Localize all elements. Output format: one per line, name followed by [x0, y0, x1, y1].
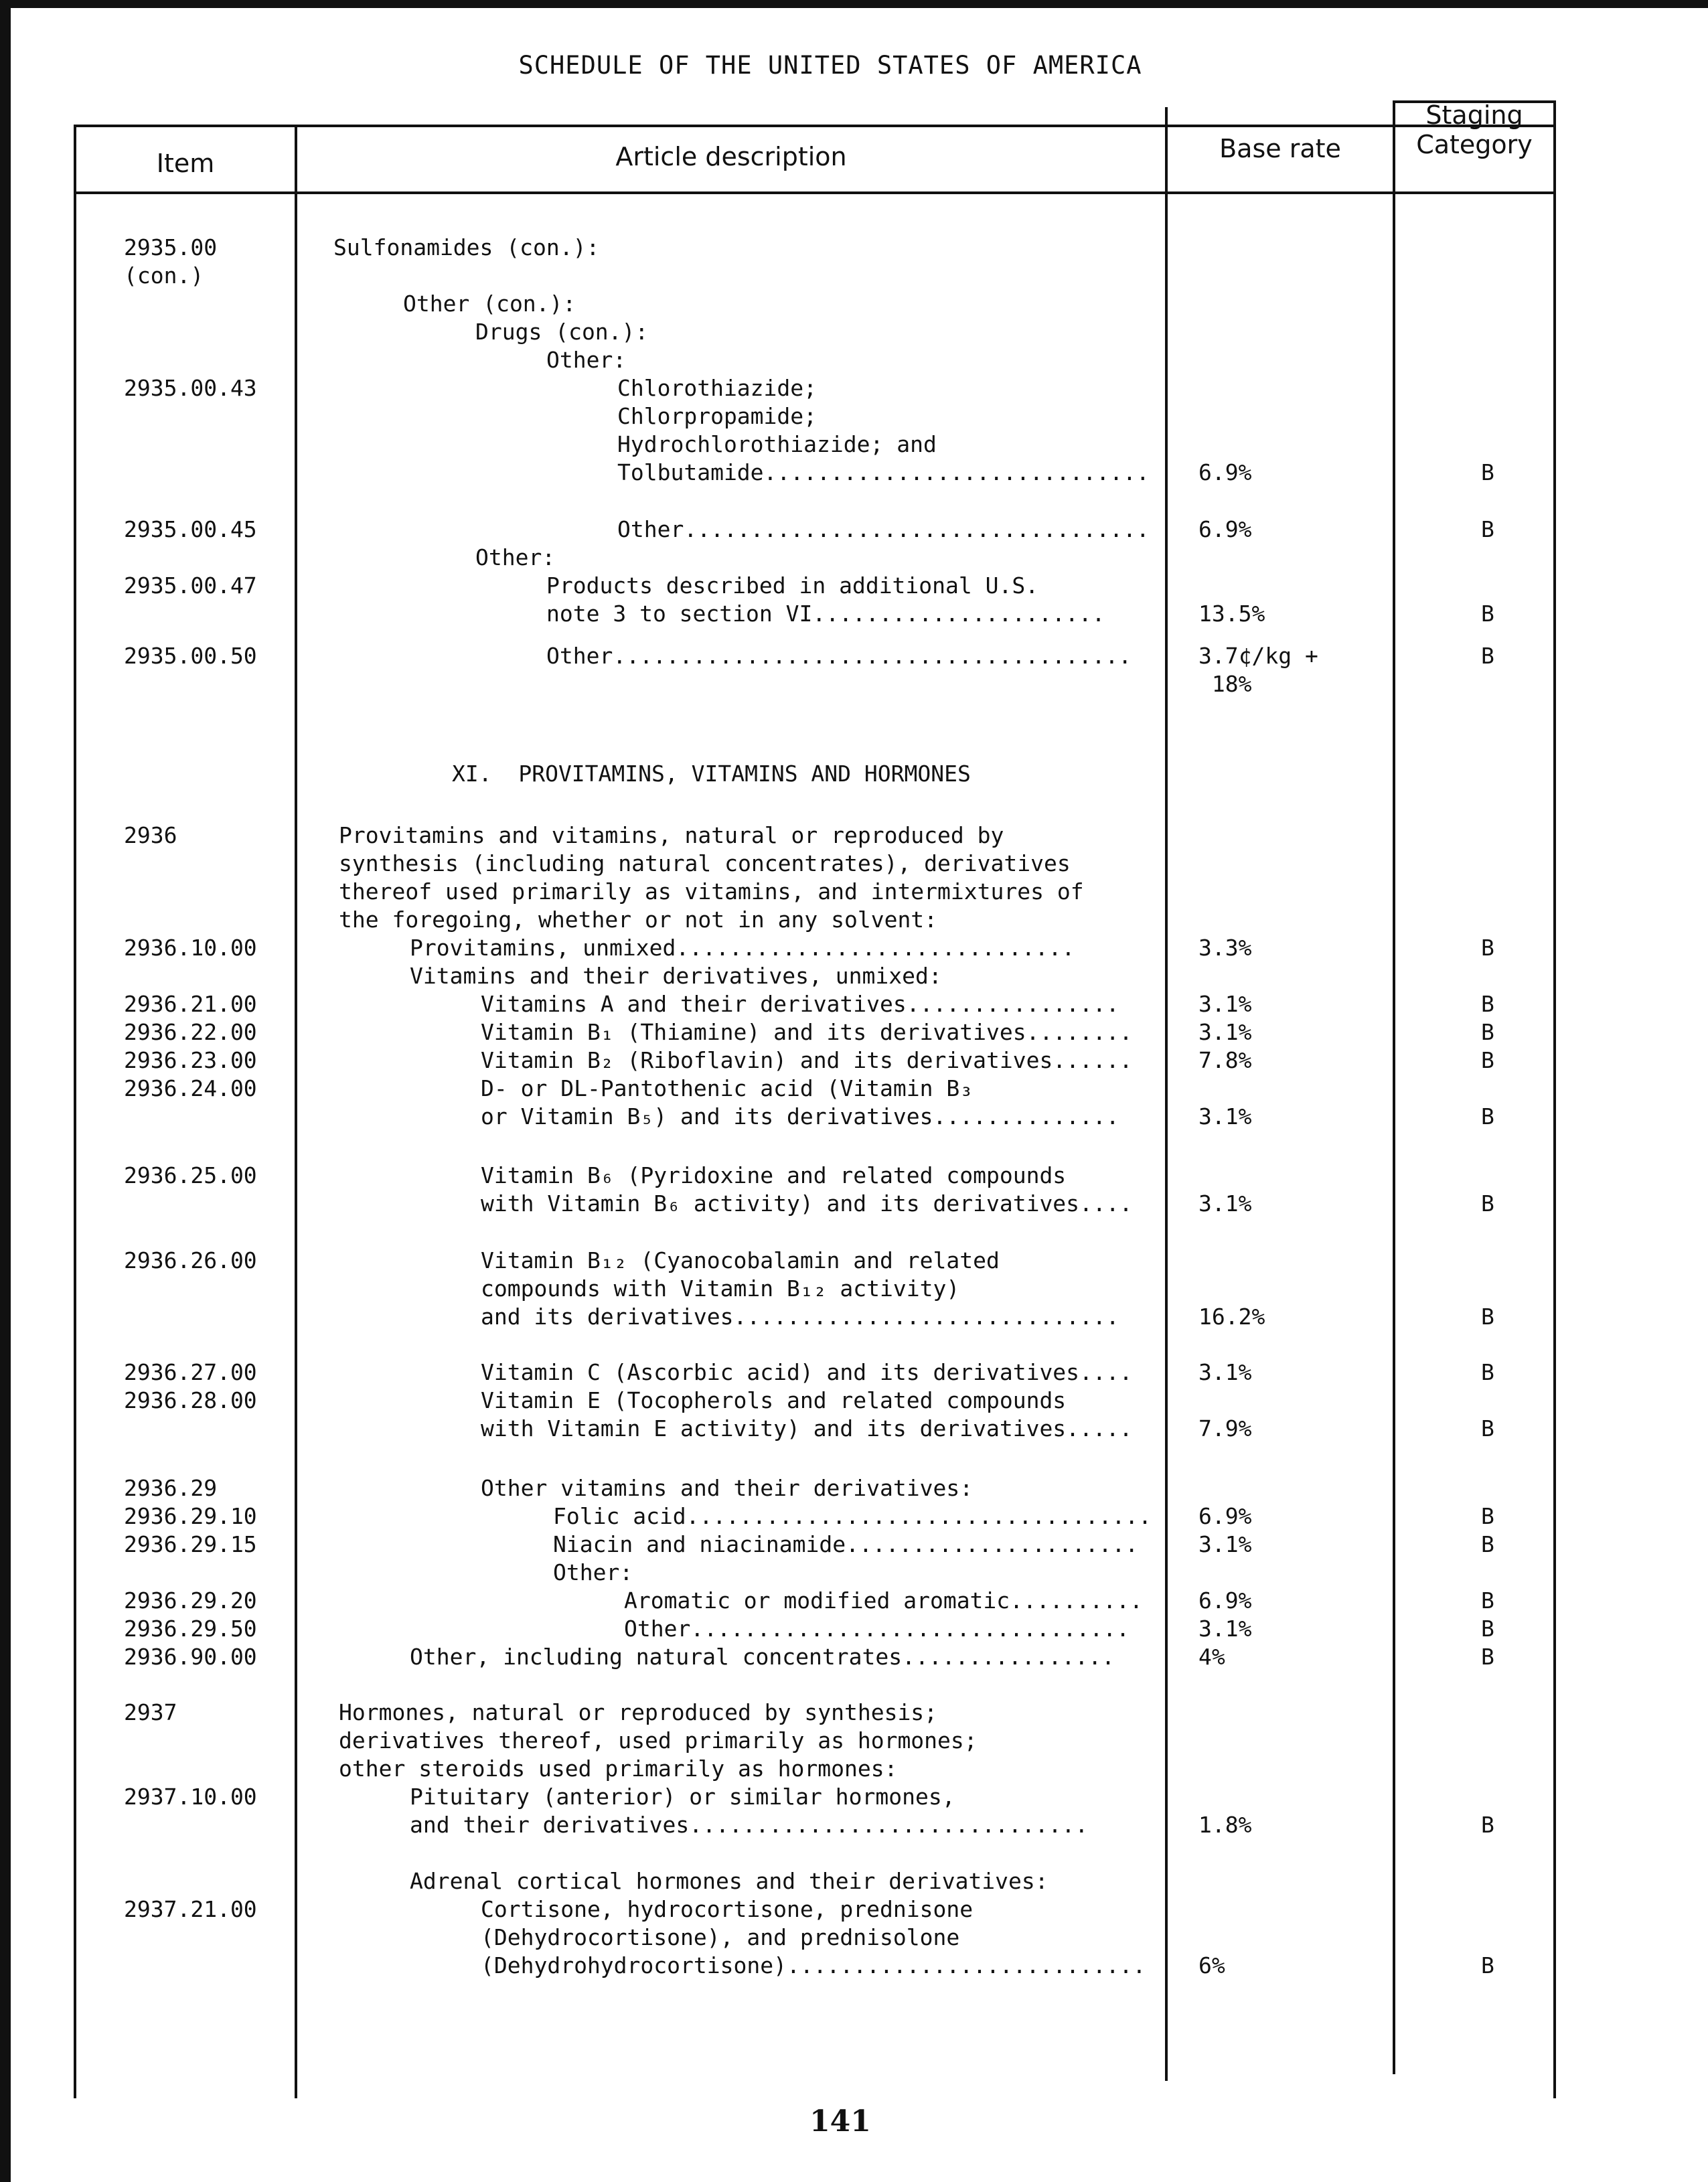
table-row: [0, 319, 1708, 348]
table-row: [0, 643, 1708, 672]
table-row: [0, 1103, 1708, 1133]
article-description: Vitamin E (Tocopherols and related compounds: [481, 1387, 1067, 1413]
header-item: Item: [156, 149, 215, 178]
item-number: 2936.10.00: [124, 935, 257, 961]
table-row: [0, 1190, 1708, 1220]
item-number: 2936.25.00: [124, 1162, 257, 1188]
base-rate: 6.9%: [1198, 459, 1252, 485]
article-description: synthesis (including natural concentrates), derivatives: [339, 850, 1071, 876]
table-row: [0, 1503, 1708, 1533]
article-description: derivatives thereof, used primarily as hormones;: [339, 1727, 978, 1754]
header-category: Category: [1416, 130, 1533, 159]
article-description: Products described in additional U.S.: [546, 572, 1039, 599]
base-rate: 18%: [1198, 671, 1252, 697]
article-description: Chlorpropamide;: [617, 403, 818, 429]
item-number: 2936.27.00: [124, 1359, 257, 1385]
article-description: Other:: [546, 347, 627, 373]
table-row: [0, 1304, 1708, 1333]
item-number: 2936.21.00: [124, 991, 257, 1017]
article-description: with Vitamin E activity) and its derivatives.....: [481, 1415, 1133, 1441]
table-row: [0, 516, 1708, 546]
base-rate: 6%: [1198, 1952, 1225, 1978]
article-description: thereof used primarily as vitamins, and intermixtures of: [339, 878, 1084, 905]
table-row: [0, 1559, 1708, 1589]
base-rate: 3.1%: [1198, 1359, 1252, 1385]
article-description: compounds with Vitamin B₁₂ activity): [481, 1275, 960, 1302]
base-rate: 3.1%: [1198, 1616, 1252, 1642]
staging-category: B: [1481, 1616, 1494, 1642]
table-row: [0, 1784, 1708, 1813]
base-rate: 3.1%: [1198, 991, 1252, 1017]
table-row: [0, 1387, 1708, 1417]
base-rate: 7.9%: [1198, 1415, 1252, 1441]
article-description: Sulfonamides (con.):: [333, 234, 600, 260]
page-title: SCHEDULE OF THE UNITED STATES OF AMERICA: [518, 51, 1142, 80]
base-rate: 6.9%: [1198, 1587, 1252, 1614]
header-article-description: Article description: [615, 142, 847, 171]
staging-category: B: [1481, 601, 1494, 627]
table-row: [0, 291, 1708, 320]
item-number: 2936.24.00: [124, 1075, 257, 1101]
base-rate: 3.3%: [1198, 935, 1252, 961]
table-row: [0, 1047, 1708, 1077]
table-row: [0, 1952, 1708, 1982]
base-rate: 7.8%: [1198, 1047, 1252, 1073]
base-rate: 3.7¢/kg +: [1198, 643, 1318, 669]
article-description: D- or DL-Pantothenic acid (Vitamin B₃: [481, 1075, 974, 1101]
table-row: [0, 1756, 1708, 1785]
base-rate: 1.8%: [1198, 1812, 1252, 1838]
table-row: [0, 1812, 1708, 1841]
table-row: [0, 1727, 1708, 1757]
table-row: [0, 1644, 1708, 1673]
table-row: [0, 907, 1708, 936]
staging-category: B: [1481, 1644, 1494, 1670]
table-row: [0, 347, 1708, 376]
article-description: the foregoing, whether or not in any solvent:: [339, 907, 938, 933]
staging-category: B: [1481, 1019, 1494, 1045]
article-description: Other:: [553, 1559, 633, 1585]
table-row: [0, 1475, 1708, 1504]
table-row: [0, 1924, 1708, 1954]
table-row: [0, 1075, 1708, 1105]
table-row: [0, 1019, 1708, 1048]
table-row: [0, 1868, 1708, 1897]
item-number: 2935.00: [124, 234, 218, 260]
table-row: [0, 1247, 1708, 1277]
item-number: 2937: [124, 1699, 177, 1725]
article-description: other steroids used primarily as hormones:: [339, 1756, 898, 1782]
table-row: [0, 234, 1708, 264]
article-description: or Vitamin B₅) and its derivatives..............: [481, 1103, 1119, 1129]
article-description: with Vitamin B₆ activity) and its derivatives....: [481, 1190, 1133, 1217]
article-description: (Dehydrohydrocortisone)...........................: [481, 1952, 1146, 1978]
article-description: Vitamin B₁₂ (Cyanocobalamin and related: [481, 1247, 1000, 1273]
article-description: Vitamin C (Ascorbic acid) and its derivatives....: [481, 1359, 1133, 1385]
scan-edge-top: [0, 0, 1708, 8]
article-description: Pituitary (anterior) or similar hormones,: [410, 1784, 955, 1810]
item-number: 2935.00.43: [124, 375, 257, 401]
article-description: Other.................................: [624, 1616, 1130, 1642]
article-description: Other:: [475, 544, 556, 570]
staging-category: B: [1481, 1503, 1494, 1529]
table-row: [0, 991, 1708, 1020]
page-number: 141: [809, 2104, 871, 2138]
item-number: (con.): [124, 262, 204, 289]
article-description: Vitamins and their derivatives, unmixed:: [410, 963, 942, 989]
header-staging: Staging: [1425, 100, 1523, 130]
article-description: Vitamin B₂ (Riboflavin) and its derivatives......: [481, 1047, 1133, 1073]
item-number: 2935.00.45: [124, 516, 257, 542]
table-row: [0, 1587, 1708, 1617]
article-description: Chlorothiazide;: [617, 375, 818, 401]
table-row: [0, 1616, 1708, 1645]
table-row: [0, 1896, 1708, 1926]
table-row: [0, 935, 1708, 964]
table-row: [0, 1531, 1708, 1561]
staging-category: B: [1481, 1047, 1494, 1073]
item-number: 2936.23.00: [124, 1047, 257, 1073]
item-number: 2935.00.50: [124, 643, 257, 669]
article-description: note 3 to section VI......................: [546, 601, 1105, 627]
article-description: Other...................................: [617, 516, 1150, 542]
base-rate: 3.1%: [1198, 1019, 1252, 1045]
table-row: [0, 544, 1708, 574]
base-rate: 3.1%: [1198, 1103, 1252, 1129]
item-number: 2936.26.00: [124, 1247, 257, 1273]
item-number: 2936.29: [124, 1475, 218, 1501]
base-rate: 6.9%: [1198, 516, 1252, 542]
table-row: [0, 601, 1708, 630]
article-description: Adrenal cortical hormones and their derivatives:: [410, 1868, 1049, 1894]
article-description: Niacin and niacinamide......................: [553, 1531, 1139, 1557]
item-number: 2937.21.00: [124, 1896, 257, 1922]
table-row: [0, 1359, 1708, 1389]
article-description: Cortisone, hydrocortisone, prednisone: [481, 1896, 974, 1922]
base-rate: 3.1%: [1198, 1190, 1252, 1217]
table-row: [0, 403, 1708, 433]
article-description: Provitamins and vitamins, natural or reproduced by: [339, 822, 1004, 848]
table-row: [0, 262, 1708, 292]
article-description: and its derivatives.............................: [481, 1304, 1119, 1330]
article-description: Folic acid...................................: [553, 1503, 1152, 1529]
table-row: [0, 459, 1708, 489]
article-description: Vitamin B₆ (Pyridoxine and related compounds: [481, 1162, 1067, 1188]
article-description: Drugs (con.):: [475, 319, 649, 345]
table-row: [0, 1275, 1708, 1305]
table-row: [0, 822, 1708, 852]
staging-category: B: [1481, 643, 1494, 669]
article-description: and their derivatives..............................: [410, 1812, 1089, 1838]
staging-category: B: [1481, 1952, 1494, 1978]
staging-category: B: [1481, 1103, 1494, 1129]
table-row: [0, 963, 1708, 992]
article-description: Other.......................................: [546, 643, 1132, 669]
table-row: [0, 1162, 1708, 1192]
article-description: Vitamin B₁ (Thiamine) and its derivatives........: [481, 1019, 1133, 1045]
table-row: [0, 572, 1708, 602]
staging-category: B: [1481, 516, 1494, 542]
item-number: 2936.29.20: [124, 1587, 257, 1614]
item-number: 2936.28.00: [124, 1387, 257, 1413]
base-rate: 16.2%: [1198, 1304, 1265, 1330]
staging-category: B: [1481, 1304, 1494, 1330]
item-number: 2936.29.15: [124, 1531, 257, 1557]
table-row: [0, 1415, 1708, 1445]
table-row: [0, 671, 1708, 700]
base-rate: 13.5%: [1198, 601, 1265, 627]
item-number: 2936.90.00: [124, 1644, 257, 1670]
base-rate: 3.1%: [1198, 1531, 1252, 1557]
header-base-rate: Base rate: [1219, 134, 1341, 163]
staging-category: B: [1481, 1531, 1494, 1557]
item-number: 2936.22.00: [124, 1019, 257, 1045]
staging-category: B: [1481, 1415, 1494, 1441]
article-description: Hormones, natural or reproduced by synthesis;: [339, 1699, 938, 1725]
staging-category: B: [1481, 1359, 1494, 1385]
article-description: Vitamins A and their derivatives................: [481, 991, 1119, 1017]
staging-category: B: [1481, 991, 1494, 1017]
article-description: Other, including natural concentrates................: [410, 1644, 1115, 1670]
staging-category: B: [1481, 459, 1494, 485]
article-description: (Dehydrocortisone), and prednisolone: [481, 1924, 960, 1950]
staging-category: B: [1481, 935, 1494, 961]
article-description: Other vitamins and their derivatives:: [481, 1475, 974, 1501]
article-description: Hydrochlorothiazide; and: [617, 431, 937, 457]
article-description: Tolbutamide.............................: [617, 459, 1150, 485]
table-row: [0, 850, 1708, 880]
table-row: [0, 1699, 1708, 1729]
item-number: 2936: [124, 822, 177, 848]
staging-category: B: [1481, 1190, 1494, 1217]
article-description: Other (con.):: [403, 291, 576, 317]
section-heading: XI. PROVITAMINS, VITAMINS AND HORMONES: [452, 761, 971, 787]
staging-category: B: [1481, 1587, 1494, 1614]
table-row: [0, 878, 1708, 908]
table-row: [0, 375, 1708, 404]
staging-category: B: [1481, 1812, 1494, 1838]
item-number: 2936.29.50: [124, 1616, 257, 1642]
item-number: 2936.29.10: [124, 1503, 257, 1529]
item-number: 2935.00.47: [124, 572, 257, 599]
item-number: 2937.10.00: [124, 1784, 257, 1810]
table-row: [0, 431, 1708, 461]
article-description: Aromatic or modified aromatic..........: [624, 1587, 1143, 1614]
base-rate: 4%: [1198, 1644, 1225, 1670]
article-description: Provitamins, unmixed..............................: [410, 935, 1075, 961]
base-rate: 6.9%: [1198, 1503, 1252, 1529]
